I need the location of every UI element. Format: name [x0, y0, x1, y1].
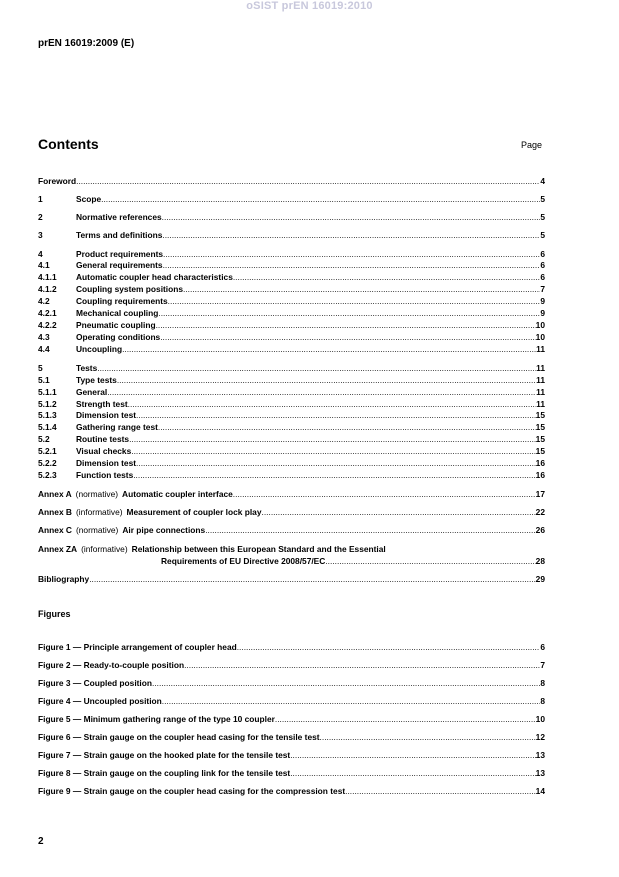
toc-entry-page: 10: [535, 320, 545, 330]
toc-entry-title: Function tests: [76, 470, 134, 480]
toc-entry-number: 4.1.2: [38, 284, 57, 294]
annex-page: 26: [535, 525, 545, 535]
toc-entry-page: 6: [540, 272, 545, 282]
annex-title: Air pipe connections: [122, 525, 206, 535]
toc-entry-number: 1: [38, 194, 43, 204]
figure-page: 7: [540, 660, 545, 670]
toc-entry-page: 11: [536, 387, 545, 397]
toc-entry[interactable]: [38, 248, 545, 259]
toc-entry-number: 2: [38, 212, 43, 222]
figure-title: Figure 3 — Coupled position: [38, 678, 152, 688]
annex-kind: (normative): [75, 489, 119, 499]
toc-entry-page: 16: [535, 470, 545, 480]
figures-heading: Figures: [38, 609, 71, 619]
toc-entry[interactable]: [38, 229, 545, 240]
toc-entry-page: 16: [535, 458, 545, 468]
figure-title: Figure 2 — Ready-to-couple position: [38, 660, 185, 670]
toc-entry-page: 15: [535, 410, 545, 420]
figure-page: 12: [535, 732, 545, 742]
toc-entry-number: 5.2.1: [38, 446, 57, 456]
page-number: 2: [38, 836, 44, 847]
toc-entry[interactable]: [38, 319, 545, 330]
toc-entry-page: 7: [540, 284, 545, 294]
toc-entry-title: Uncoupling: [76, 344, 123, 354]
toc-entry-title: Product requirements: [76, 249, 164, 259]
toc-entry-title: Dimension test: [76, 458, 137, 468]
figure-title: Figure 1 — Principle arrangement of coupler head: [38, 642, 237, 652]
toc-entry-number: 5.1.2: [38, 399, 57, 409]
toc-entry-number: 4: [38, 249, 43, 259]
figure-entry[interactable]: [38, 659, 545, 670]
toc-entry[interactable]: [38, 271, 545, 282]
toc-entry-foreword[interactable]: [38, 175, 545, 186]
figure-page: 6: [540, 642, 545, 652]
annex-page: 17: [535, 489, 545, 499]
annex-page: 28: [535, 556, 545, 566]
toc-entry[interactable]: [38, 457, 545, 468]
toc-entry-page: 10: [535, 332, 545, 342]
figure-entry[interactable]: [38, 731, 545, 742]
toc-entry-title: Mechanical coupling: [76, 308, 159, 318]
toc-entry-title: Automatic coupler head characteristics: [76, 272, 233, 282]
toc-entry-title: Scope: [76, 194, 102, 204]
figure-title: Figure 6 — Strain gauge on the coupler head casing for the tensile test: [38, 732, 320, 742]
toc-entry[interactable]: [38, 409, 545, 420]
toc-entry-title: Terms and definitions: [76, 230, 163, 240]
toc-entry-number: 4.2.1: [38, 308, 57, 318]
toc-entry-title: Normative references: [76, 212, 162, 222]
annex-title: Relationship between this European Standard and the Essential: [131, 544, 386, 554]
toc-entry-title: Bibliography: [38, 574, 90, 584]
document-id: prEN 16019:2009 (E): [38, 38, 135, 49]
toc-entry[interactable]: [38, 469, 545, 480]
toc-entry-title: General requirements: [76, 260, 163, 270]
figure-page: 8: [540, 678, 545, 688]
annex-title: Measurement of coupler lock play: [126, 507, 262, 517]
toc-entry-page: 15: [535, 422, 545, 432]
toc-entry-page: 4: [540, 176, 545, 186]
annex-entry[interactable]: [38, 543, 545, 554]
contents-heading: Contents: [38, 136, 99, 152]
toc-entry-page: 29: [535, 574, 545, 584]
figure-entry[interactable]: [38, 695, 545, 706]
toc-entry-page: 6: [540, 249, 545, 259]
toc-entry-number: 4.2: [38, 296, 50, 306]
annex-label: Annex ZA: [38, 544, 78, 554]
toc-entry[interactable]: [38, 295, 545, 306]
toc-entry[interactable]: [38, 307, 545, 318]
figure-title: Figure 5 — Minimum gathering range of the type 10 coupler: [38, 714, 275, 724]
toc-entry-page: 11: [536, 363, 545, 373]
toc-entry[interactable]: [38, 374, 545, 385]
toc-entry-number: 5.1.1: [38, 387, 57, 397]
annex-kind: (normative): [75, 525, 119, 535]
toc-entry-page: 5: [540, 230, 545, 240]
toc-entry-number: 4.4: [38, 344, 50, 354]
toc-entry-number: 5: [38, 363, 43, 373]
annex-entry[interactable]: [38, 524, 545, 535]
toc-entry[interactable]: [38, 343, 545, 354]
toc-entry-page: 15: [535, 446, 545, 456]
annex-kind: (informative): [81, 544, 128, 554]
toc-entry-number: 4.1.1: [38, 272, 57, 282]
toc-entry-title: General: [76, 387, 108, 397]
figure-page: 13: [535, 768, 545, 778]
toc-entry-number: 5.2.2: [38, 458, 57, 468]
toc-entry[interactable]: [38, 283, 545, 294]
toc-entry-title: Routine tests: [76, 434, 130, 444]
toc-entry[interactable]: [38, 386, 545, 397]
watermark: oSIST prEN 16019:2010: [246, 0, 373, 12]
toc-entry-title: Gathering range test: [76, 422, 158, 432]
figure-page: 14: [535, 786, 545, 796]
toc-entry-title: Dimension test: [76, 410, 137, 420]
toc-entry-title: Coupling system positions: [76, 284, 184, 294]
toc-entry-page: 9: [540, 296, 545, 306]
figure-page: 8: [540, 696, 545, 706]
annex-entry[interactable]: [38, 488, 545, 499]
toc-entry-title: Tests: [76, 363, 98, 373]
toc-entry[interactable]: [38, 193, 545, 204]
toc-entry-number: 5.1.4: [38, 422, 57, 432]
toc-entry[interactable]: [38, 421, 545, 432]
toc-entry-title: Coupling requirements: [76, 296, 168, 306]
toc-entry[interactable]: [38, 362, 545, 373]
annex-entry-continuation[interactable]: [161, 555, 545, 566]
figure-entry[interactable]: [38, 641, 545, 652]
figure-entry[interactable]: [38, 749, 545, 760]
toc-entry-number: 5.1: [38, 375, 50, 385]
toc-entry-bibliography[interactable]: [38, 573, 545, 584]
figure-entry[interactable]: [38, 677, 545, 688]
toc-entry-page: 11: [536, 375, 545, 385]
annex-title-continued: Requirements of EU Directive 2008/57/EC: [161, 556, 326, 566]
toc-entry-title: Type tests: [76, 375, 117, 385]
toc-entry[interactable]: [38, 259, 545, 270]
toc-entry[interactable]: [38, 211, 545, 222]
annex-label: Annex C: [38, 525, 72, 535]
toc-entry-number: 4.3: [38, 332, 50, 342]
toc-entry-number: 3: [38, 230, 43, 240]
toc-entry[interactable]: [38, 445, 545, 456]
annex-label: Annex B: [38, 507, 72, 517]
toc-entry-number: 5.1.3: [38, 410, 57, 420]
toc-entry-title: Pneumatic coupling: [76, 320, 156, 330]
figure-page: 13: [535, 750, 545, 760]
page-column-heading: Page: [521, 140, 543, 150]
toc-entry-page: 9: [540, 308, 545, 318]
toc-entry-number: 4.2.2: [38, 320, 57, 330]
figure-entry[interactable]: [38, 785, 545, 796]
toc-entry-page: 5: [540, 194, 545, 204]
figure-page: 10: [535, 714, 545, 724]
figure-entry[interactable]: [38, 767, 545, 778]
figure-title: Figure 9 — Strain gauge on the coupler head casing for the compression test: [38, 786, 346, 796]
annex-label: Annex A: [38, 489, 72, 499]
annex-page: 22: [535, 507, 545, 517]
figure-title: Figure 7 — Strain gauge on the hooked plate for the tensile test: [38, 750, 291, 760]
annex-entry[interactable]: [38, 506, 545, 517]
figure-title: Figure 4 — Uncoupled position: [38, 696, 162, 706]
toc-entry[interactable]: [38, 398, 545, 409]
annex-title: Automatic coupler interface: [122, 489, 233, 499]
annex-kind: (informative): [75, 507, 123, 517]
toc-entry-title: Strength test: [76, 399, 128, 409]
toc-entry-page: 5: [540, 212, 545, 222]
toc-entry-page: 11: [536, 399, 545, 409]
figure-entry[interactable]: [38, 713, 545, 724]
toc-entry-title: Operating conditions: [76, 332, 161, 342]
toc-entry-number: 5.2: [38, 434, 50, 444]
toc-entry[interactable]: [38, 433, 545, 444]
toc-entry-title: Foreword: [38, 176, 77, 186]
toc-entry-number: 4.1: [38, 260, 50, 270]
toc-entry[interactable]: [38, 331, 545, 342]
toc-entry-title: Visual checks: [76, 446, 132, 456]
toc-entry-page: 11: [536, 344, 545, 354]
toc-entry-page: 15: [535, 434, 545, 444]
toc-entry-page: 6: [540, 260, 545, 270]
figure-title: Figure 8 — Strain gauge on the coupling link for the tensile test: [38, 768, 291, 778]
toc-entry-number: 5.2.3: [38, 470, 57, 480]
